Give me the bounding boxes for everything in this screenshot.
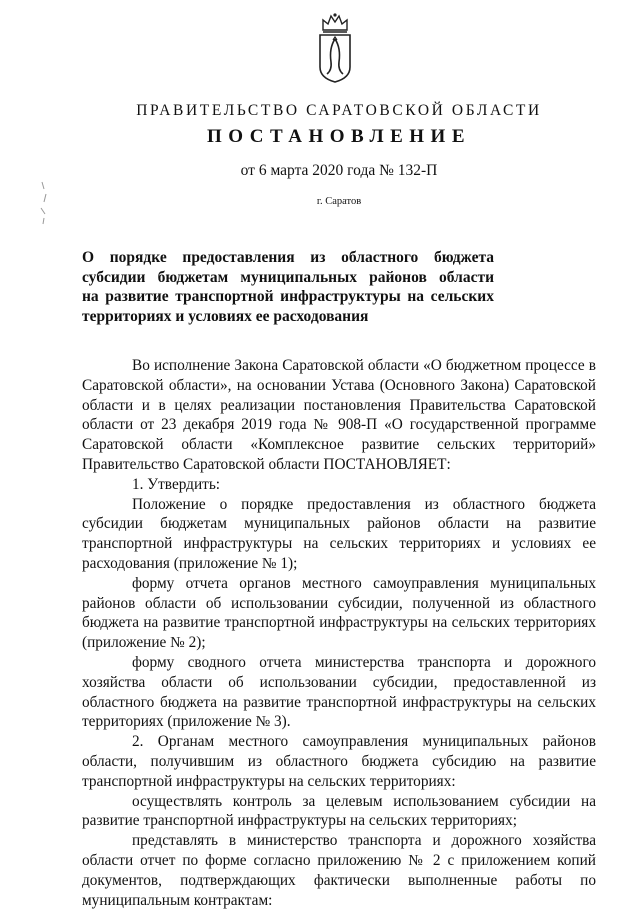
paragraph-control: осуществлять контроль за целевым использованием субсидии на развитие транспортной инфраструктуры на сельских территориях; [82, 792, 596, 830]
paragraph-appendix-2: форму отчета органов местного самоуправления муниципальных районов области об использовании субсидии, полученной из областного бюджета на развитие транспортной инфраструктуры на сельских территориях (приложение № 2); [82, 574, 596, 652]
document-body [82, 356, 596, 910]
title-line: субсидии бюджетам муниципальных районов области [82, 268, 494, 286]
paragraph-item-1: 1. Утвердить: [132, 475, 221, 493]
paragraph-preamble: Во исполнение Закона Саратовской области «О бюджетном процессе в Саратовской области», на основании Устава (Основного Закона) Саратовской области и в целях реализации постановления Правительства Саратовской области от 23 декабря 2019 года № 908-П «О государственной программе Саратовской области «Комплексное развитие сельских территорий» Правительство Саратовской области ПОСТАНОВЛЯЕТ: [82, 357, 596, 473]
government-name: ПРАВИТЕЛЬСТВО САРАТОВСКОЙ ОБЛАСТИ [136, 102, 542, 119]
paragraph-report: представлять в министерство транспорта и дорожного хозяйства области отчет по форме согласно приложению № 2 с приложением копий документов, подтверждающих фактически выполненные работы по муниципальным контрактам: [82, 832, 596, 909]
document-type: ПОСТАНОВЛЕНИЕ [206, 126, 472, 147]
paragraph-appendix-3: форму сводного отчета министерства транспорта и дорожного хозяйства области об использовании субсидии, предоставленной из областного бюджета на развитие транспортной инфраструктуры на сельских территориях (приложение № 3). [82, 653, 596, 731]
paragraph-item-2: 2. Органам местного самоуправления муниципальных районов области, получившим из областного бюджета субсидию на развитие транспортной инфраструктуры на сельских территориях: [82, 733, 596, 790]
paragraph-appendix-1: Положение о порядке предоставления из областного бюджета субсидии бюджетам муниципальных районов области на развитие транспортной инфраструктуры на сельских территориях и условиях ее расходования (приложение № 1); [82, 495, 596, 572]
document-city: г. Саратов [316, 196, 362, 207]
title-line: территориях и условиях ее расходования [82, 307, 369, 325]
title-line: О порядке предоставления из областного бюджета [82, 249, 494, 266]
coat-of-arms-icon [314, 12, 356, 84]
title-line: на развитие транспортной инфраструктуры на сельских [82, 288, 494, 305]
document-date-number: от 6 марта 2020 года № 132-П [240, 162, 438, 179]
document-title [82, 248, 494, 326]
